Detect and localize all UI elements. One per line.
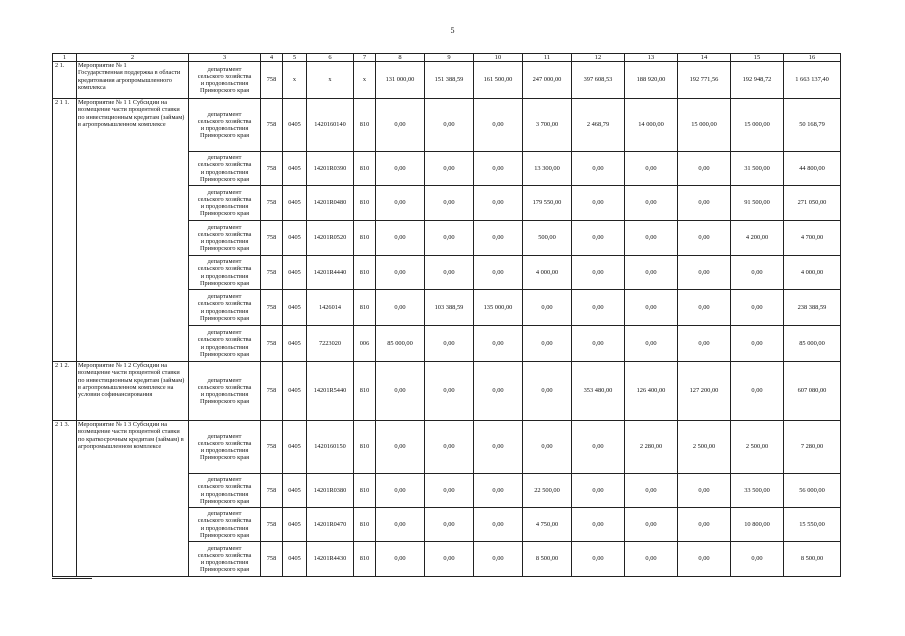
- table-row: [53, 99, 841, 152]
- year-value-cell: 0,00: [523, 362, 572, 421]
- year-value-cell: 22 500,00: [523, 474, 572, 508]
- year-value-cell: 10 800,00: [731, 508, 784, 542]
- total-value-cell: 50 168,79: [784, 99, 841, 152]
- executor-cell: департамент сельского хозяйства и продовольствия Приморского края: [189, 290, 261, 326]
- year-value-cell: 0,00: [425, 152, 474, 186]
- year-value-cell: 0,00: [523, 326, 572, 362]
- table-row: [53, 256, 841, 290]
- measure-name-cell: [77, 186, 189, 221]
- row-number-cell: 2 1.: [53, 62, 77, 99]
- total-value-cell: 607 080,00: [784, 362, 841, 421]
- year-value-cell: 0,00: [625, 256, 678, 290]
- year-value-cell: 0,00: [376, 421, 425, 474]
- measure-name-cell: Мероприятие № 1 2 Субсидии на возмещение части процентной ставки по инвестиционным кредитам (займам) в агропромышленном комплексе на условии софинансирования: [77, 362, 189, 421]
- year-value-cell: 0,00: [731, 542, 784, 577]
- year-value-cell: 0,00: [425, 221, 474, 256]
- year-value-cell: 0,00: [625, 474, 678, 508]
- year-value-cell: 0,00: [474, 508, 523, 542]
- table-row: [53, 421, 841, 474]
- section-code-cell: 0405: [283, 256, 307, 290]
- table-row: [53, 290, 841, 326]
- executor-cell: департамент сельского хозяйства и продовольствия Приморского края: [189, 362, 261, 421]
- header-cell: 13: [625, 54, 678, 62]
- year-value-cell: 0,00: [678, 186, 731, 221]
- expense-type-cell: 810: [354, 421, 376, 474]
- target-article-cell: 1426014: [307, 290, 354, 326]
- row-number-cell: [53, 256, 77, 290]
- total-value-cell: 56 000,00: [784, 474, 841, 508]
- header-cell: 4: [261, 54, 283, 62]
- target-article-cell: 1420160150: [307, 421, 354, 474]
- header-cell: 9: [425, 54, 474, 62]
- year-value-cell: 0,00: [425, 256, 474, 290]
- header-cell: 14: [678, 54, 731, 62]
- expense-type-cell: 810: [354, 186, 376, 221]
- header-cell: 6: [307, 54, 354, 62]
- table-row: [53, 474, 841, 508]
- table-row: [53, 62, 841, 99]
- year-value-cell: 0,00: [474, 186, 523, 221]
- year-value-cell: 0,00: [572, 290, 625, 326]
- measure-name-cell: [77, 290, 189, 326]
- target-article-cell: 14201R4440: [307, 256, 354, 290]
- year-value-cell: 0,00: [474, 221, 523, 256]
- year-value-cell: 0,00: [376, 221, 425, 256]
- year-value-cell: 0,00: [678, 508, 731, 542]
- row-number-cell: 2 1 3.: [53, 421, 77, 474]
- expense-type-cell: 810: [354, 508, 376, 542]
- year-value-cell: 0,00: [572, 256, 625, 290]
- ministry-code-cell: 758: [261, 62, 283, 99]
- year-value-cell: 85 000,00: [376, 326, 425, 362]
- year-value-cell: 0,00: [376, 474, 425, 508]
- section-code-cell: 0405: [283, 152, 307, 186]
- year-value-cell: 0,00: [425, 542, 474, 577]
- total-value-cell: 15 550,00: [784, 508, 841, 542]
- year-value-cell: 192 771,56: [678, 62, 731, 99]
- year-value-cell: 4 750,00: [523, 508, 572, 542]
- header-cell: 10: [474, 54, 523, 62]
- year-value-cell: 0,00: [678, 256, 731, 290]
- executor-cell: департамент сельского хозяйства и продовольствия Приморского края: [189, 421, 261, 474]
- ministry-code-cell: 758: [261, 152, 283, 186]
- row-number-cell: [53, 326, 77, 362]
- year-value-cell: 0,00: [625, 542, 678, 577]
- year-value-cell: 0,00: [625, 152, 678, 186]
- year-value-cell: 14 000,00: [625, 99, 678, 152]
- year-value-cell: 0,00: [572, 326, 625, 362]
- row-number-cell: [53, 542, 77, 577]
- row-number-cell: [53, 474, 77, 508]
- year-value-cell: 0,00: [425, 99, 474, 152]
- expense-type-cell: 810: [354, 474, 376, 508]
- table-row: [53, 186, 841, 221]
- target-article-cell: 14201R4430: [307, 542, 354, 577]
- expense-type-cell: 810: [354, 152, 376, 186]
- measure-name-cell: [77, 542, 189, 577]
- year-value-cell: 0,00: [678, 290, 731, 326]
- year-value-cell: 131 000,00: [376, 62, 425, 99]
- executor-cell: департамент сельского хозяйства и продовольствия Приморского края: [189, 62, 261, 99]
- year-value-cell: 0,00: [376, 256, 425, 290]
- total-value-cell: 1 663 137,40: [784, 62, 841, 99]
- total-value-cell: 238 388,59: [784, 290, 841, 326]
- year-value-cell: 0,00: [376, 152, 425, 186]
- expense-type-cell: 810: [354, 290, 376, 326]
- section-code-cell: 0405: [283, 186, 307, 221]
- header-cell: 8: [376, 54, 425, 62]
- total-value-cell: 85 000,00: [784, 326, 841, 362]
- row-number-cell: [53, 221, 77, 256]
- year-value-cell: 0,00: [425, 362, 474, 421]
- measure-name-cell: [77, 152, 189, 186]
- year-value-cell: 126 400,00: [625, 362, 678, 421]
- year-value-cell: 247 000,00: [523, 62, 572, 99]
- measure-name-cell: [77, 326, 189, 362]
- expense-type-cell: 810: [354, 362, 376, 421]
- target-article-cell: 14201R0480: [307, 186, 354, 221]
- year-value-cell: 0,00: [731, 326, 784, 362]
- row-number-cell: [53, 152, 77, 186]
- year-value-cell: 0,00: [572, 152, 625, 186]
- target-article-cell: 1420160140: [307, 99, 354, 152]
- section-code-cell: 0405: [283, 542, 307, 577]
- measure-name-cell: Мероприятие № 1 Государственная поддержка в области кредитования агропромышленного комплекса: [77, 62, 189, 99]
- year-value-cell: 0,00: [376, 542, 425, 577]
- section-code-cell: 0405: [283, 474, 307, 508]
- year-value-cell: 192 948,72: [731, 62, 784, 99]
- row-number-cell: [53, 508, 77, 542]
- year-value-cell: 0,00: [474, 421, 523, 474]
- header-cell: 5: [283, 54, 307, 62]
- year-value-cell: 0,00: [425, 421, 474, 474]
- year-value-cell: 0,00: [625, 290, 678, 326]
- ministry-code-cell: 758: [261, 326, 283, 362]
- section-code-cell: 0405: [283, 421, 307, 474]
- year-value-cell: 31 500,00: [731, 152, 784, 186]
- year-value-cell: 0,00: [376, 99, 425, 152]
- budget-table-container: [52, 53, 840, 577]
- executor-cell: департамент сельского хозяйства и продовольствия Приморского края: [189, 221, 261, 256]
- footer-rule: [52, 578, 92, 579]
- measure-name-cell: Мероприятие № 1 3 Субсидии на возмещение части процентной ставки по краткосрочным кредитам (займам) в агропромышленном комплексе: [77, 421, 189, 474]
- year-value-cell: 0,00: [474, 99, 523, 152]
- header-cell: 3: [189, 54, 261, 62]
- ministry-code-cell: 758: [261, 186, 283, 221]
- ministry-code-cell: 758: [261, 221, 283, 256]
- year-value-cell: 2 468,79: [572, 99, 625, 152]
- header-row: [53, 54, 841, 62]
- year-value-cell: 13 300,00: [523, 152, 572, 186]
- year-value-cell: 0,00: [474, 152, 523, 186]
- ministry-code-cell: 758: [261, 542, 283, 577]
- measure-name-cell: [77, 256, 189, 290]
- row-number-cell: 2 1 2.: [53, 362, 77, 421]
- target-article-cell: 14201R5440: [307, 362, 354, 421]
- year-value-cell: 33 500,00: [731, 474, 784, 508]
- section-code-cell: 0405: [283, 290, 307, 326]
- year-value-cell: 103 388,59: [425, 290, 474, 326]
- header-cell: 11: [523, 54, 572, 62]
- executor-cell: департамент сельского хозяйства и продовольствия Приморского края: [189, 99, 261, 152]
- year-value-cell: 0,00: [678, 542, 731, 577]
- executor-cell: департамент сельского хозяйства и продовольствия Приморского края: [189, 186, 261, 221]
- year-value-cell: 0,00: [474, 542, 523, 577]
- year-value-cell: 0,00: [572, 186, 625, 221]
- year-value-cell: 2 500,00: [678, 421, 731, 474]
- year-value-cell: 151 388,59: [425, 62, 474, 99]
- year-value-cell: 4 200,00: [731, 221, 784, 256]
- year-value-cell: 0,00: [376, 508, 425, 542]
- year-value-cell: 0,00: [376, 290, 425, 326]
- year-value-cell: 0,00: [425, 508, 474, 542]
- year-value-cell: 0,00: [425, 326, 474, 362]
- expense-type-cell: х: [354, 62, 376, 99]
- table-row: [53, 542, 841, 577]
- ministry-code-cell: 758: [261, 474, 283, 508]
- table-row: [53, 221, 841, 256]
- executor-cell: департамент сельского хозяйства и продовольствия Приморского края: [189, 152, 261, 186]
- year-value-cell: 353 480,00: [572, 362, 625, 421]
- year-value-cell: 0,00: [572, 421, 625, 474]
- year-value-cell: 0,00: [376, 362, 425, 421]
- total-value-cell: 4 000,00: [784, 256, 841, 290]
- year-value-cell: 0,00: [572, 508, 625, 542]
- target-article-cell: х: [307, 62, 354, 99]
- table-row: [53, 508, 841, 542]
- ministry-code-cell: 758: [261, 99, 283, 152]
- section-code-cell: 0405: [283, 508, 307, 542]
- total-value-cell: 7 280,00: [784, 421, 841, 474]
- executor-cell: департамент сельского хозяйства и продовольствия Приморского края: [189, 474, 261, 508]
- year-value-cell: 0,00: [625, 508, 678, 542]
- year-value-cell: 0,00: [523, 290, 572, 326]
- year-value-cell: 161 500,00: [474, 62, 523, 99]
- ministry-code-cell: 758: [261, 421, 283, 474]
- year-value-cell: 0,00: [474, 326, 523, 362]
- ministry-code-cell: 758: [261, 290, 283, 326]
- year-value-cell: 0,00: [572, 474, 625, 508]
- table-row: [53, 362, 841, 421]
- year-value-cell: 397 608,53: [572, 62, 625, 99]
- year-value-cell: 0,00: [625, 186, 678, 221]
- header-cell: 16: [784, 54, 841, 62]
- expense-type-cell: 006: [354, 326, 376, 362]
- year-value-cell: 0,00: [474, 256, 523, 290]
- year-value-cell: 500,00: [523, 221, 572, 256]
- expense-type-cell: 810: [354, 542, 376, 577]
- target-article-cell: 14201R0390: [307, 152, 354, 186]
- section-code-cell: 0405: [283, 221, 307, 256]
- expense-type-cell: 810: [354, 221, 376, 256]
- executor-cell: департамент сельского хозяйства и продовольствия Приморского края: [189, 542, 261, 577]
- section-code-cell: 0405: [283, 99, 307, 152]
- year-value-cell: 0,00: [474, 474, 523, 508]
- header-cell: 2: [77, 54, 189, 62]
- year-value-cell: 135 000,00: [474, 290, 523, 326]
- table-row: [53, 152, 841, 186]
- table-row: [53, 326, 841, 362]
- target-article-cell: 14201R0470: [307, 508, 354, 542]
- table-body: [53, 54, 841, 577]
- year-value-cell: 15 000,00: [678, 99, 731, 152]
- year-value-cell: 0,00: [474, 362, 523, 421]
- year-value-cell: 0,00: [572, 542, 625, 577]
- year-value-cell: 2 280,00: [625, 421, 678, 474]
- year-value-cell: 2 500,00: [731, 421, 784, 474]
- section-code-cell: х: [283, 62, 307, 99]
- row-number-cell: 2 1 1.: [53, 99, 77, 152]
- header-cell: 12: [572, 54, 625, 62]
- total-value-cell: 8 500,00: [784, 542, 841, 577]
- expense-type-cell: 810: [354, 256, 376, 290]
- year-value-cell: 8 500,00: [523, 542, 572, 577]
- target-article-cell: 14201R0520: [307, 221, 354, 256]
- year-value-cell: 4 000,00: [523, 256, 572, 290]
- expense-type-cell: 810: [354, 99, 376, 152]
- target-article-cell: 14201R0380: [307, 474, 354, 508]
- year-value-cell: 0,00: [625, 221, 678, 256]
- year-value-cell: 0,00: [731, 290, 784, 326]
- page-number: 5: [450, 26, 455, 35]
- row-number-cell: [53, 290, 77, 326]
- year-value-cell: 0,00: [376, 186, 425, 221]
- measure-name-cell: [77, 474, 189, 508]
- measure-name-cell: [77, 221, 189, 256]
- year-value-cell: 0,00: [425, 186, 474, 221]
- year-value-cell: 0,00: [425, 474, 474, 508]
- year-value-cell: 0,00: [625, 326, 678, 362]
- budget-table: [52, 53, 841, 577]
- header-cell: 1: [53, 54, 77, 62]
- year-value-cell: 91 500,00: [731, 186, 784, 221]
- total-value-cell: 271 050,00: [784, 186, 841, 221]
- target-article-cell: 7223020: [307, 326, 354, 362]
- section-code-cell: 0405: [283, 326, 307, 362]
- total-value-cell: 44 800,00: [784, 152, 841, 186]
- executor-cell: департамент сельского хозяйства и продовольствия Приморского края: [189, 256, 261, 290]
- year-value-cell: 0,00: [572, 221, 625, 256]
- measure-name-cell: Мероприятие № 1 1 Субсидии на возмещение части процентной ставки по инвестиционным кредитам (займам) в агропромышленном комплексе: [77, 99, 189, 152]
- year-value-cell: 3 700,00: [523, 99, 572, 152]
- year-value-cell: 15 000,00: [731, 99, 784, 152]
- year-value-cell: 0,00: [731, 362, 784, 421]
- ministry-code-cell: 758: [261, 256, 283, 290]
- total-value-cell: 4 700,00: [784, 221, 841, 256]
- year-value-cell: 127 200,00: [678, 362, 731, 421]
- header-cell: 7: [354, 54, 376, 62]
- executor-cell: департамент сельского хозяйства и продовольствия Приморского края: [189, 326, 261, 362]
- row-number-cell: [53, 186, 77, 221]
- ministry-code-cell: 758: [261, 508, 283, 542]
- section-code-cell: 0405: [283, 362, 307, 421]
- year-value-cell: 0,00: [731, 256, 784, 290]
- year-value-cell: 179 550,00: [523, 186, 572, 221]
- year-value-cell: 0,00: [523, 421, 572, 474]
- year-value-cell: 0,00: [678, 152, 731, 186]
- executor-cell: департамент сельского хозяйства и продовольствия Приморского края: [189, 508, 261, 542]
- year-value-cell: 0,00: [678, 474, 731, 508]
- year-value-cell: 0,00: [678, 326, 731, 362]
- year-value-cell: 0,00: [678, 221, 731, 256]
- ministry-code-cell: 758: [261, 362, 283, 421]
- measure-name-cell: [77, 508, 189, 542]
- header-cell: 15: [731, 54, 784, 62]
- year-value-cell: 188 920,00: [625, 62, 678, 99]
